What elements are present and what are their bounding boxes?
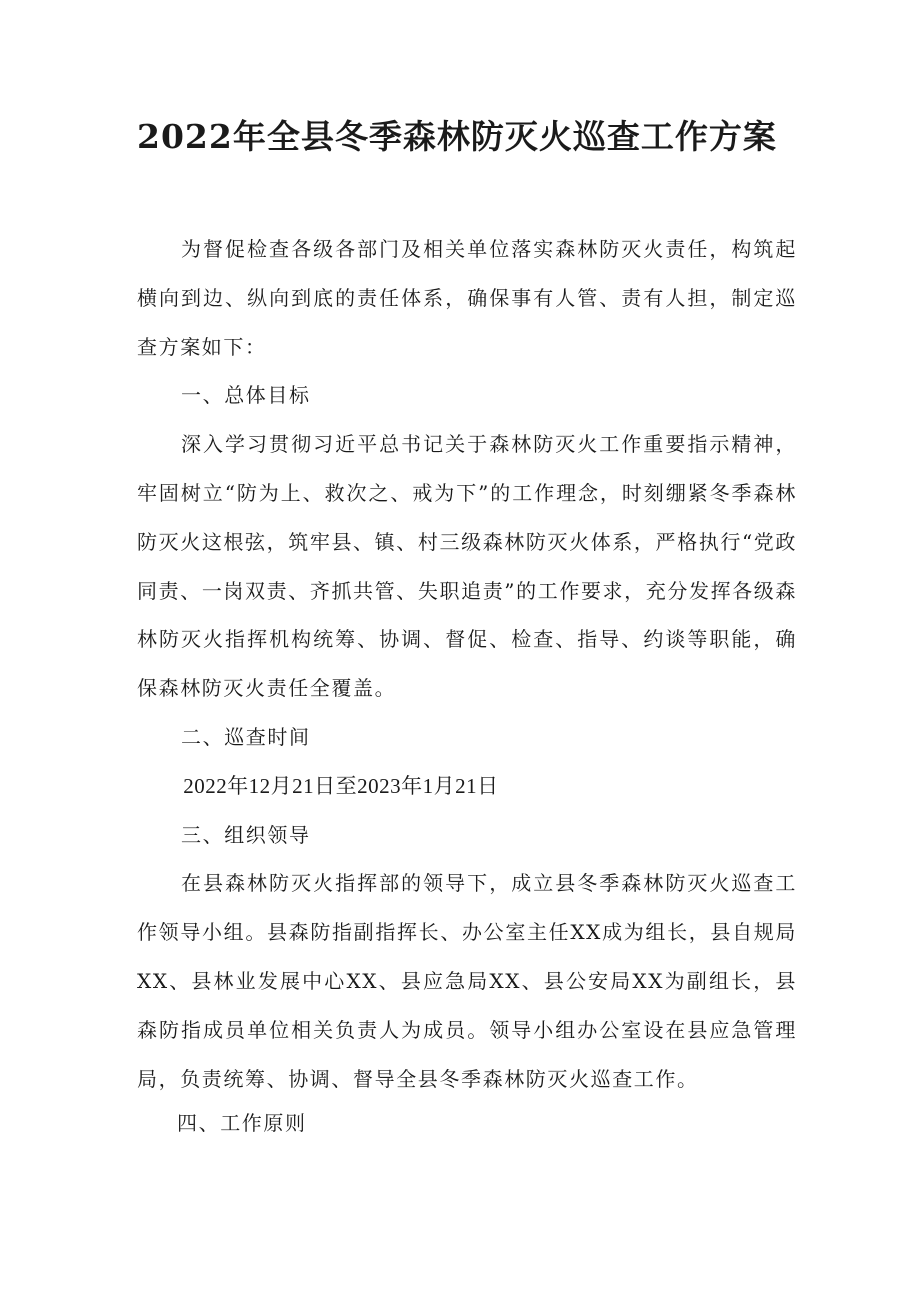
- section-body-time: 2022年12月21日至2023年1月21日: [183, 773, 499, 798]
- section-body-organization: 在县森林防灭火指挥部的领导下，成立县冬季森林防灭火巡查工作领导小组。县森防指副指挥长、办公室主任XX成为组长，县自规局XX、县林业发展中心XX、县应急局XX、县公安局XX为副组长，县森防指成员单位相关负责人为成员。领导小组办公室设在县应急管理局，负责统筹、协调、督导全县冬季森林防灭火巡查工作。: [137, 871, 797, 1091]
- document-body: [137, 225, 797, 1148]
- document-title: 2022年全县冬季森林防灭火巡查工作方案: [137, 117, 777, 156]
- section-heading-goals: 一、总体目标: [181, 383, 311, 408]
- section-heading-time: 二、巡查时间: [181, 724, 311, 749]
- section-heading-organization: 三、组织领导: [181, 822, 311, 847]
- section-heading-principles: 四、工作原则: [177, 1111, 307, 1136]
- intro-paragraph: 为督促检查各级各部门及相关单位落实森林防灭火责任，构筑起横向到边、纵向到底的责任体系，确保事有人管、责有人担，制定巡查方案如下：: [137, 237, 797, 359]
- section-body-goals: 深入学习贯彻习近平总书记关于森林防灭火工作重要指示精神，牢固树立“防为上、救次之、戒为下”的工作理念，时刻绷紧冬季森林防灭火这根弦，筑牢县、镇、村三级森林防灭火体系，严格执行“党政同责、一岗双责、齐抓共管、失职追责”的工作要求，充分发挥各级森林防灭火指挥机构统筹、协调、督促、检查、指导、约谈等职能，确保森林防灭火责任全覆盖。: [137, 432, 797, 701]
